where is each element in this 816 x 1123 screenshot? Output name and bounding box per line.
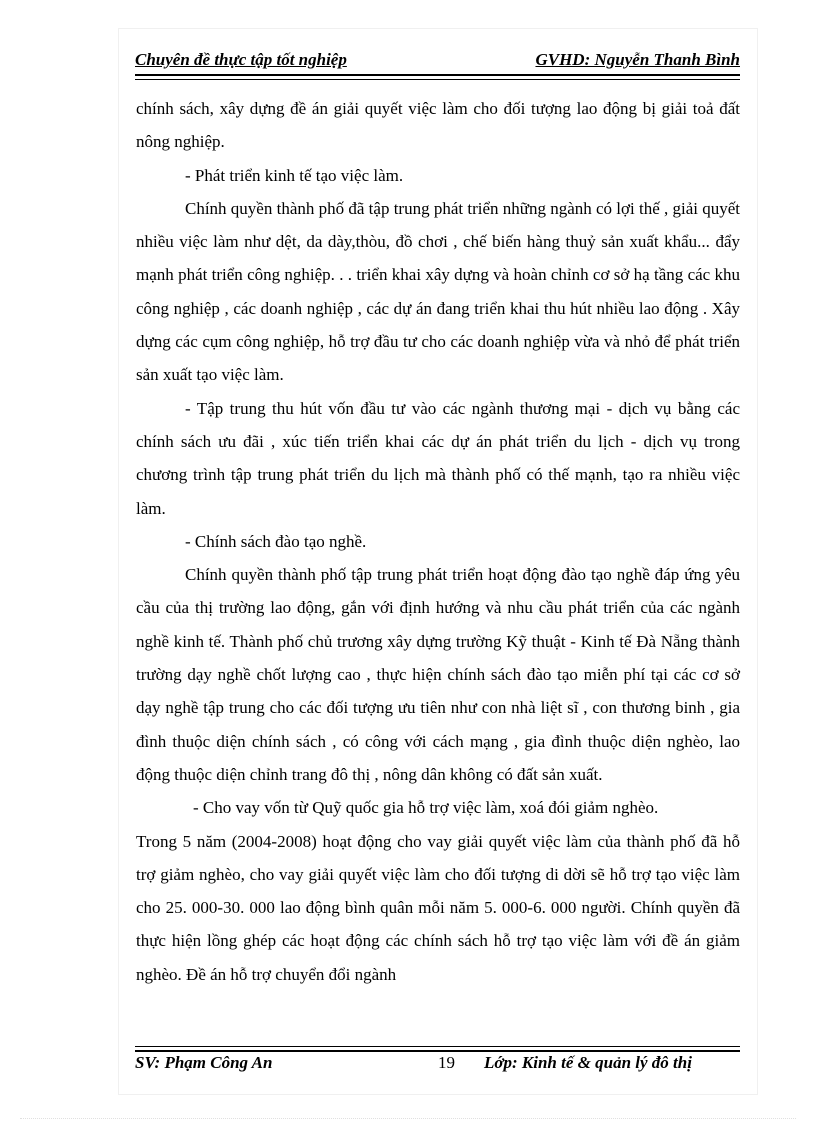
- header-rule: [135, 74, 740, 80]
- footer-student: SV: Phạm Công An: [135, 1053, 273, 1072]
- header-title: Chuyên đề thực tập tốt nghiệp: [135, 50, 347, 69]
- paragraph: - Cho vay vốn từ Quỹ quốc gia hỗ trợ việc làm, xoá đói giảm nghèo.: [193, 798, 659, 818]
- paragraph: - Phát triển kinh tế tạo việc làm.: [185, 165, 404, 185]
- footer-class: Lớp: Kinh tế & quản lý đô thị: [484, 1053, 692, 1072]
- page-header: [135, 50, 740, 74]
- page-number: 19: [438, 1053, 455, 1072]
- paragraph: Chính quyền thành phố tập trung phát triển hoạt động đào tạo nghề đáp ứng yêu cầu của thị trường lao động, gắn với định hướng và nhu cầu phát triển của các ngành nghề kinh tế. Thành phố chủ trương xây dựng trường Kỹ thuật - Kinh tế Đà Nẵng thành trường dạy nghề chốt lượng cao , thực hiện chính sách đào tạo miễn phí tại các cơ sở dạy nghề tập trung cho các đối tượng ưu tiên như con nhà liệt sĩ , con thương binh , gia đình thuộc diện chính sách , có công với cách mạng , gia đình thuộc diện nghèo, lao động thuộc diện chỉnh trang đô thị , nông dân không có đất sản xuất.: [136, 565, 740, 784]
- page-edge-divider: [20, 1118, 796, 1119]
- header-advisor: GVHD: Nguyễn Thanh Bình: [535, 50, 740, 69]
- paragraph: - Tập trung thu hút vốn đầu tư vào các ngành thương mại - dịch vụ bằng các chính sách ưu đãi , xúc tiến triển khai các dự án phát triển du lịch - dịch vụ trong chương trình tập trung phát triển du lịch mà thành phố có thế mạnh, tạo ra nhiều việc làm.: [136, 398, 740, 518]
- paragraph: Chính quyền thành phố đã tập trung phát triển những ngành có lợi thế , giải quyết nhiều việc làm như dệt, da dày,thòu, đồ chơi , chế biến hàng thuỷ sản xuất khẩu... đẩy mạnh phát triển công nghiệp. . . triển khai xây dựng và hoàn chỉnh cơ sở hạ tầng các khu công nghiệp , các doanh nghiệp , các dự án đang triển khai thu hút nhiều lao động . Xây dựng các cụm công nghiệp, hỗ trợ đầu tư cho các doanh nghiệp vừa và nhỏ để phát triển sản xuất tạo việc làm.: [136, 198, 741, 385]
- page-footer: [135, 1053, 740, 1077]
- paragraph: chính sách, xây dựng đề án giải quyết việc làm cho đối tượng lao động bị giải toả đất nông nghiệp.: [136, 99, 740, 152]
- paragraph: Trong 5 năm (2004-2008) hoạt động cho vay giải quyết việc làm của thành phố đã hỗ trợ giảm nghèo, cho vay giải quyết việc làm cho đối tượng di dời sẽ hỗ trợ tạo việc làm cho 25. 000-30. 000 lao động bình quân mỗi năm 5. 000-6. 000 người. Chính quyền đã thực hiện lồng ghép các hoạt động các chính sách hỗ trợ tạo việc làm với đề án giảm nghèo. Đề án hỗ trợ chuyển đổi ngành: [136, 831, 740, 984]
- document-body: [136, 92, 740, 991]
- paragraph: - Chính sách đào tạo nghề.: [185, 531, 367, 551]
- footer-rule: [135, 1046, 740, 1052]
